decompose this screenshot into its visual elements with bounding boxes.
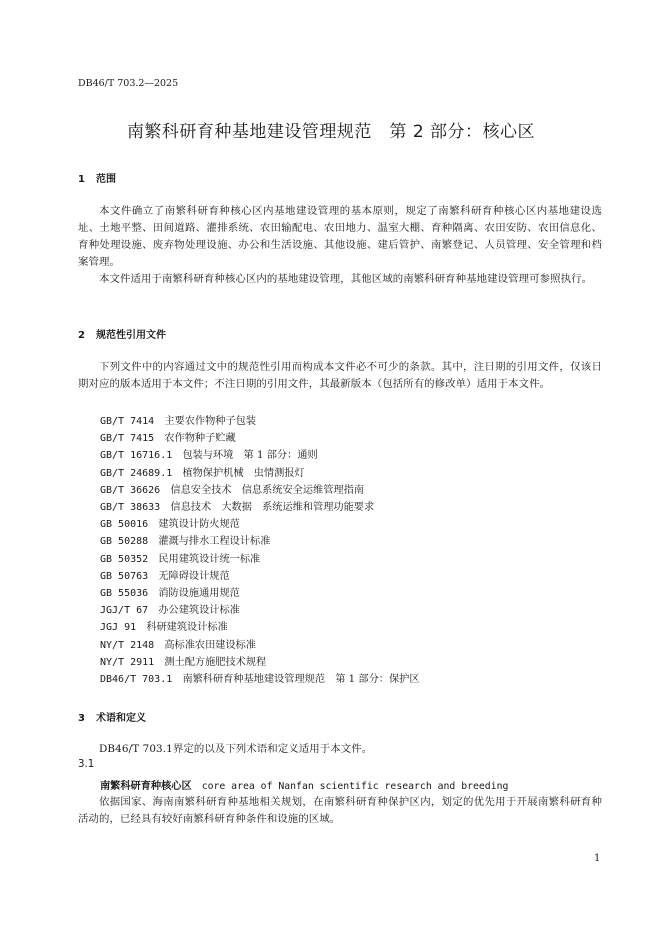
reference-item	[100, 671, 420, 688]
section-number: 1	[78, 174, 85, 185]
reference-item	[100, 499, 420, 516]
reference-code: GB 55036	[100, 588, 149, 600]
reference-item	[100, 516, 420, 533]
reference-code: GB/T 16716.1	[100, 450, 173, 462]
page-number: 1	[594, 853, 601, 864]
reference-item	[100, 482, 420, 499]
reference-code: GB/T 38633	[100, 502, 161, 514]
reference-item	[100, 551, 420, 568]
standard-number: DB46/T 703.2—2025	[78, 78, 179, 89]
section-title: 规范性引用文件	[96, 330, 166, 341]
reference-title: 信息技术 大数据 系统运维和管理功能要求	[170, 502, 375, 514]
reference-item	[100, 602, 420, 619]
reference-code: GB 50016	[100, 519, 149, 531]
reference-title: 办公建筑设计标准	[158, 605, 240, 617]
section-3-heading	[78, 709, 146, 724]
reference-code: GB/T 7415	[100, 433, 155, 445]
reference-title: 消防设施通用规范	[158, 588, 240, 600]
section-number: 3	[78, 713, 85, 724]
reference-code: GB/T 36626	[100, 484, 161, 496]
reference-code: NY/T 2911	[100, 656, 155, 668]
term-entry	[100, 777, 508, 792]
terms-intro: DB46/T 703.1界定的以及下列术语和定义适用于本文件。	[99, 743, 373, 755]
reference-item	[100, 465, 420, 482]
reference-item	[100, 619, 420, 636]
section-number: 2	[78, 330, 85, 341]
reference-item	[100, 568, 420, 585]
section-title: 范围	[96, 174, 116, 185]
reference-item	[100, 654, 420, 671]
reference-title: 无障碍设计规范	[158, 570, 230, 582]
page-title: 南繁科研育种基地建设管理规范 第 2 部分：核心区	[126, 122, 536, 142]
reference-title: 建筑设计防火规范	[158, 519, 240, 531]
reference-title: 信息安全技术 信息系统安全运维管理指南	[170, 484, 364, 496]
reference-item	[100, 585, 420, 602]
reference-item	[100, 430, 420, 447]
reference-code: GB 50288	[100, 536, 149, 548]
scope-paragraph-1: 本文件确立了南繁科研育种核心区内基地建设管理的基本原则，规定了南繁科研育种核心区内基地建设选址、土地平整、田间道路、灌排系统、农田输配电、农田地力、温室大棚、育种隔离、农田安防、农田信息化、育种处理设施、废弃物处理设施、办公和生活设施、其他设施、建后管护、南繁登记、人员管理、安全管理和档案管理。	[78, 205, 602, 268]
reference-item	[100, 413, 420, 430]
reference-title: 民用建筑设计统一标准	[158, 553, 261, 565]
section-1-heading	[78, 170, 116, 185]
reference-code: GB/T 24689.1	[100, 467, 173, 479]
reference-code: NY/T 2148	[100, 639, 155, 651]
reference-title: 南繁科研育种基地建设管理规范 第 1 部分：保护区	[182, 674, 420, 686]
section-2-heading	[78, 326, 166, 341]
scope-paragraph-2: 本文件适用于南繁科研育种核心区内的基地建设管理，其他区域的南繁科研育种基地建设管理可参照执行。	[99, 273, 593, 285]
term-definition: 依据国家、海南南繁科研育种基地相关规划，在南繁科研育种保护区内，划定的优先用于开展南繁科研育种活动的，已经具有较好南繁科研育种条件和设施的区域。	[78, 796, 602, 825]
reference-code: GB 50763	[100, 570, 149, 582]
clause-number: 3.1	[78, 759, 95, 770]
reference-title: 测土配方施肥技术规程	[164, 656, 267, 668]
section-title: 术语和定义	[96, 713, 146, 724]
reference-title: 主要农作物种子包装	[164, 416, 257, 427]
references-intro: 下列文件中的内容通过文中的规范性引用而构成本文件必不可少的条款。其中，注日期的引用文件，仅该日期对应的版本适用于本文件；不注日期的引用文件，其最新版本（包括所有的修改单）适用于本文件。	[78, 361, 602, 390]
reference-code: GB/T 7414	[100, 416, 155, 427]
reference-title: 科研建筑设计标准	[146, 622, 228, 634]
reference-code: JGJ/T 67	[100, 605, 149, 617]
reference-code: JGJ 91	[100, 622, 137, 634]
reference-item	[100, 533, 420, 550]
reference-code: GB 50352	[100, 553, 149, 565]
term-english: core area of Nanfan scientific research and breeding	[201, 781, 509, 792]
reference-code: DB46/T 703.1	[100, 674, 173, 686]
term-chinese: 南繁科研育种核心区	[100, 781, 192, 792]
reference-title: 农作物种子贮藏	[164, 433, 236, 445]
reference-title: 灌溉与排水工程设计标准	[158, 536, 271, 548]
reference-title: 植物保护机械 虫情测报灯	[182, 467, 305, 479]
reference-list	[100, 413, 420, 688]
reference-item	[100, 447, 420, 464]
reference-item	[100, 637, 420, 654]
reference-title: 高标准农田建设标准	[164, 639, 257, 651]
reference-title: 包装与环境 第 1 部分：通则	[182, 450, 318, 462]
